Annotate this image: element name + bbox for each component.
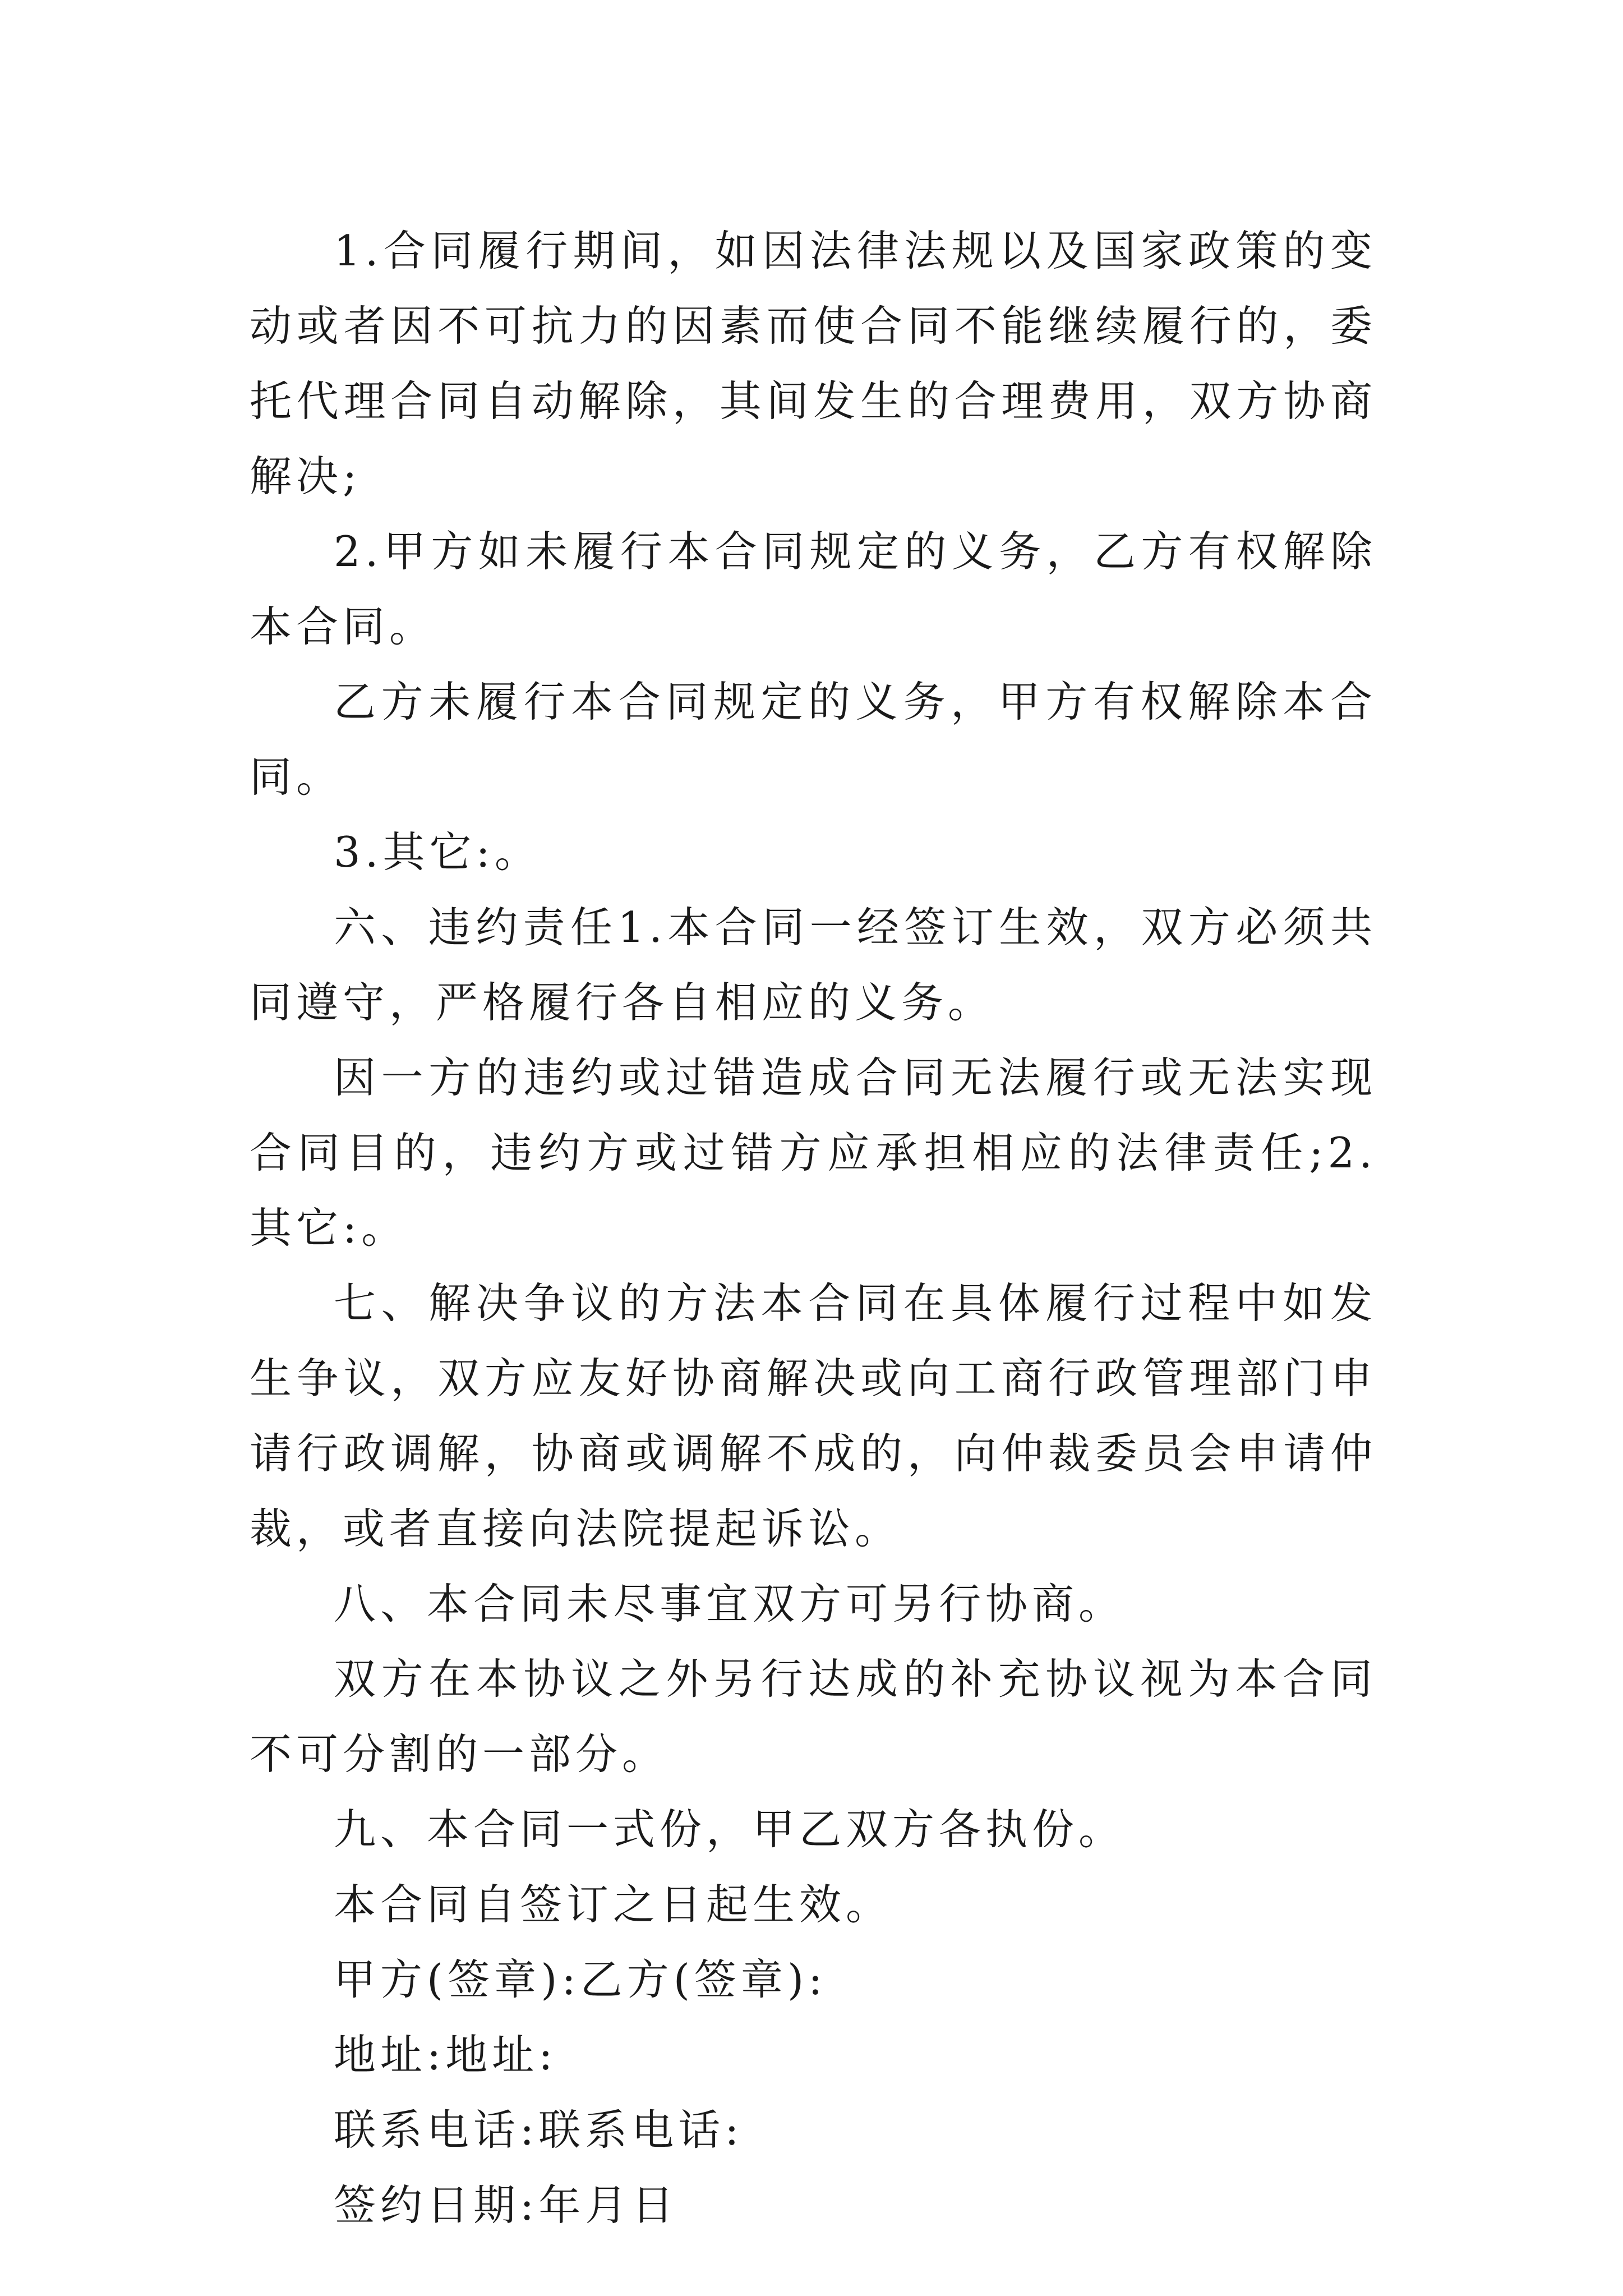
paragraph-termination-clause-2: 2.甲方如未履行本合同规定的义务，乙方有权解除本合同。 <box>250 527 1377 651</box>
paragraph-termination-clause-1: 1.合同履行期间，如因法律法规以及国家政策的变动或者因不可抗力的因素而使合同不能继续履行的，委托代理合同自动解除，其间发生的合理费用，双方协商解决; <box>250 226 1377 501</box>
document-body <box>250 213 1377 2243</box>
paragraph-liability-heading: 六、违约责任1.本合同一经签订生效，双方必须共同遵守，严格履行各自相应的义务。 <box>250 903 1377 1027</box>
paragraph-copies: 九、本合同一式份，甲乙双方各执份。 <box>334 1805 1126 1854</box>
signature-line-parties: 甲方(签章):乙方(签章): <box>334 1955 827 2004</box>
paragraph-supplementary-agreement: 双方在本协议之外另行达成的补充协议视为本合同不可分割的一部分。 <box>250 1654 1377 1779</box>
paragraph-unresolved-matters: 八、本合同未尽事宜双方可另行协商。 <box>334 1579 1126 1628</box>
paragraph-effective-date: 本合同自签订之日起生效。 <box>334 1880 893 1929</box>
paragraph-liability-detail: 因一方的违约或过错造成合同无法履行或无法实现合同目的，违约方或过错方应承担相应的法律责任;2.其它:。 <box>250 1053 1377 1253</box>
paragraph-dispute-resolution: 七、解决争议的方法本合同在具体履行过程中如发生争议，双方应友好协商解决或向工商行政管理部门申请行政调解，协商或调解不成的，向仲裁委员会申请仲裁，或者直接向法院提起诉讼。 <box>250 1278 1377 1553</box>
signature-line-phone: 联系电话:联系电话: <box>334 2105 744 2155</box>
signature-line-address: 地址:地址: <box>334 2030 557 2079</box>
paragraph-termination-other: 3.其它:。 <box>334 827 541 877</box>
paragraph-party-b-termination: 乙方未履行本合同规定的义务，甲方有权解除本合同。 <box>250 677 1377 802</box>
signature-line-date: 签约日期:年月日 <box>334 2180 679 2230</box>
